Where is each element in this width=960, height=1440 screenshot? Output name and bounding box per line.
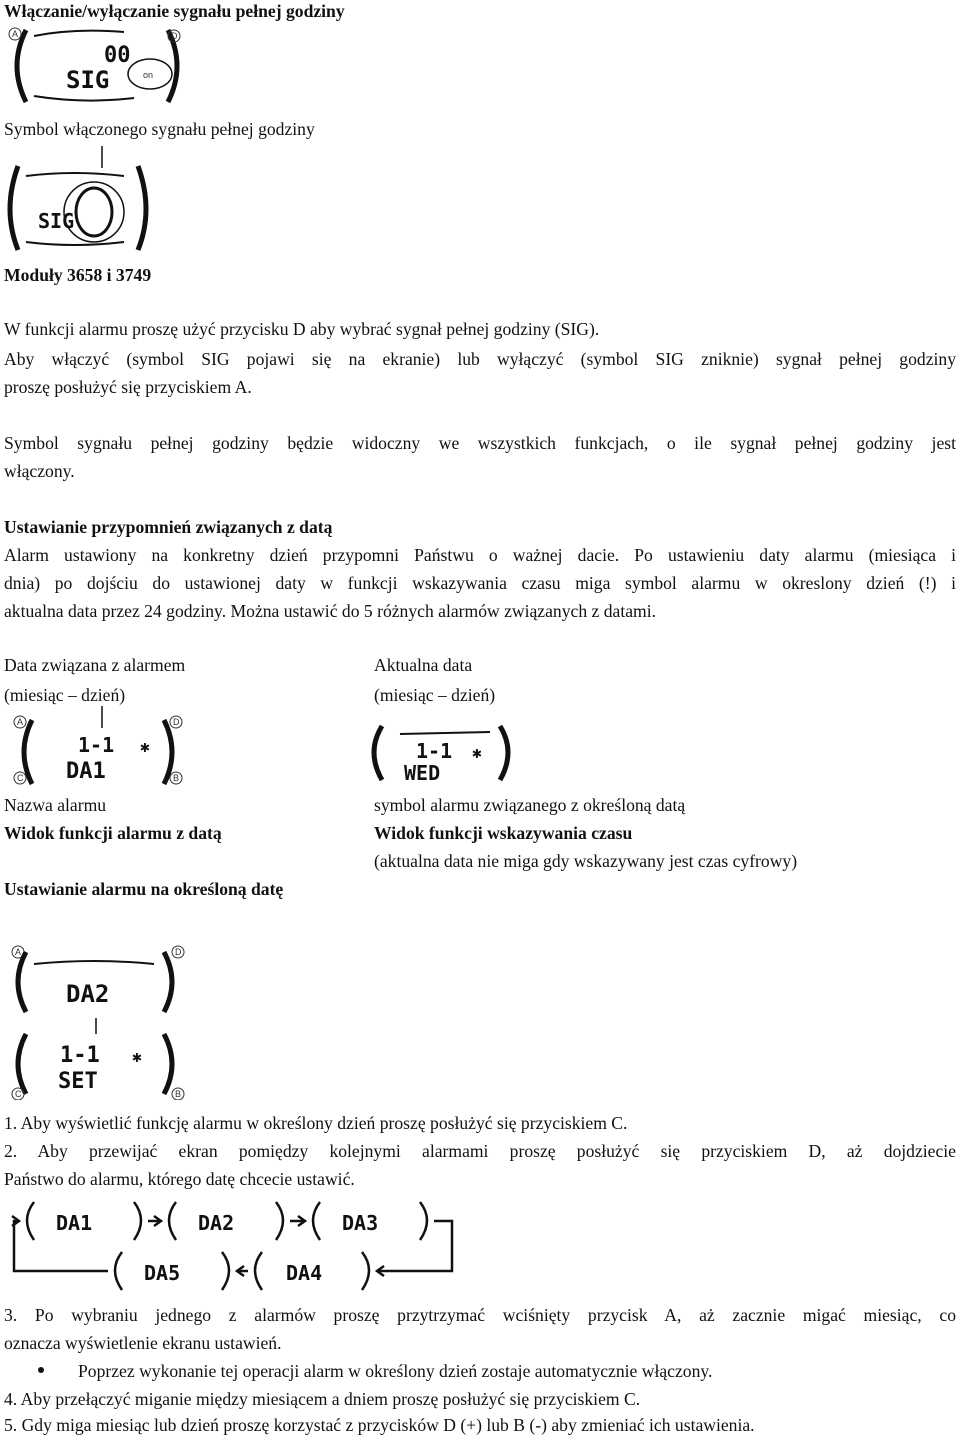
step-4: 4. Aby przełączyć miganie między miesiącem a dniem proszę posłużyć się przyciskiem C. <box>4 1389 641 1409</box>
lcd-sig-label: SIG <box>66 66 110 94</box>
step-3-line-2: oznacza wyświetlenie ekranu ustawień. <box>4 1333 282 1353</box>
cycle-item-da5: DA5 <box>144 1261 181 1285</box>
right-col-note: (aktualna data nie miga gdy wskazywany jest czas cyfrowy) <box>374 851 798 871</box>
lcd-alarm-name: DA2 <box>66 980 110 1008</box>
signal-para-line-3: proszę posłużyć się przyciskiem A. <box>4 377 252 397</box>
right-col-caption: symbol alarmu związanego z określoną datą <box>374 795 686 815</box>
lcd-setting-date: 1-1 <box>60 1043 100 1068</box>
reminder-para-line-2: dnia) po dojściu do ustawionej daty w funkcji wskazywania czasu miga symbol alarmu w okreslony dzień (!) i <box>4 573 956 593</box>
watch-display-sig-on <box>4 24 190 108</box>
on-badge: on <box>143 70 154 80</box>
left-col-caption: Nazwa alarmu <box>4 795 107 815</box>
button-d-label: D <box>173 717 180 727</box>
alarm-cycle-diagram <box>4 1196 460 1296</box>
alarm-symbol-icon: ✱ <box>132 1047 142 1066</box>
button-a-label: A <box>12 29 19 39</box>
watch-display-alarm-date <box>4 706 188 788</box>
lcd-digits: 00 <box>104 43 131 68</box>
left-col-label-1: Data związana z alarmem <box>4 655 186 675</box>
signal-para-line-5: włączony. <box>4 461 75 481</box>
left-col-title: Widok funkcji alarmu z datą <box>4 823 222 843</box>
button-d-label: D <box>171 31 178 41</box>
button-b-label: B <box>173 773 180 783</box>
setting-heading: Ustawianie alarmu na określoną datę <box>4 879 284 899</box>
cycle-item-da2: DA2 <box>198 1211 235 1235</box>
step-2-line-2: Państwo do alarmu, którego datę chcecie ustawić. <box>4 1169 355 1189</box>
watch-display-current-date <box>360 706 560 786</box>
lcd-current-date: 1-1 <box>416 739 453 763</box>
alarm-symbol-icon: ✱ <box>140 737 150 756</box>
cycle-item-da1: DA1 <box>56 1211 93 1235</box>
step-3-line-1: 3. Po wybraniu jednego z alarmów proszę przytrzymać wciśnięty przycisk A, aż zacznie migać miesiąc, co <box>4 1305 956 1325</box>
modules-heading: Moduły 3658 i 3749 <box>4 265 152 285</box>
bullet-text: Poprzez wykonanie tej operacji alarm w określony dzień zostaje automatycznie włączony. <box>78 1361 713 1381</box>
signal-para-line-4: Symbol sygnału pełnej godziny będzie widoczny we wszystkich funkcjach, o ile sygnał pełnej godziny jest <box>4 433 956 453</box>
right-col-label-1: Aktualna data <box>374 655 473 675</box>
reminder-para-line-3: aktualna data przez 24 godziny. Można ustawić do 5 różnych alarmów związanych z datami. <box>4 601 657 621</box>
button-a-label: A <box>15 947 22 957</box>
bullet-dot <box>38 1367 44 1373</box>
caption-signal-symbol: Symbol włączonego sygnału pełnej godziny <box>4 119 315 139</box>
step-1: 1. Aby wyświetlić funkcję alarmu w określony dzień proszę posłużyć się przyciskiem C. <box>4 1113 628 1133</box>
watch-display-sig-symbol <box>4 146 154 254</box>
right-col-title: Widok funkcji wskazywania czasu <box>374 823 633 843</box>
signal-para-line-2: Aby włączyć (symbol SIG pojawi się na ekranie) lub wyłączyć (symbol SIG zniknie) sygnał pełnej godziny <box>4 349 956 369</box>
signal-para-line-1: W funkcji alarmu proszę użyć przycisku D aby wybrać sygnał pełnej godziny (SIG). <box>4 319 600 339</box>
watch-display-alarm-setting <box>4 934 190 1100</box>
lcd-weekday: WED <box>404 761 441 785</box>
reminder-heading: Ustawianie przypomnień związanych z datą <box>4 517 333 537</box>
reminder-para-line-1: Alarm ustawiony na konkretny dzień przypomni Państwu o ważnej dacie. Po ustawieniu daty alarmu (miesiąca i <box>4 545 956 565</box>
button-c-label: C <box>15 1089 22 1099</box>
lcd-sig-label: SIG <box>38 209 75 233</box>
lcd-set-label: SET <box>58 1069 98 1094</box>
alarm-symbol-icon: ✱ <box>472 743 482 762</box>
step-2-line-1: 2. Aby przewijać ekran pomiędzy kolejnymi alarmami proszę posłużyć się przyciskiem D, aż dojdziecie <box>4 1141 956 1161</box>
lcd-alarm-name: DA1 <box>66 759 106 784</box>
section-heading-signal: Włączanie/wyłączanie sygnału pełnej godziny <box>4 1 345 21</box>
button-b-label: B <box>175 1089 182 1099</box>
right-col-label-2: (miesiąc – dzień) <box>374 685 496 705</box>
button-c-label: C <box>17 773 24 783</box>
button-d-label: D <box>175 947 182 957</box>
cycle-item-da3: DA3 <box>342 1211 379 1235</box>
left-col-label-2: (miesiąc – dzień) <box>4 685 126 705</box>
lcd-alarm-date: 1-1 <box>78 733 115 757</box>
button-a-label: A <box>17 717 24 727</box>
cycle-item-da4: DA4 <box>286 1261 323 1285</box>
step-5: 5. Gdy miga miesiąc lub dzień proszę korzystać z przycisków D (+) lub B (-) aby zmieniać ich ustawienia. <box>4 1415 755 1435</box>
